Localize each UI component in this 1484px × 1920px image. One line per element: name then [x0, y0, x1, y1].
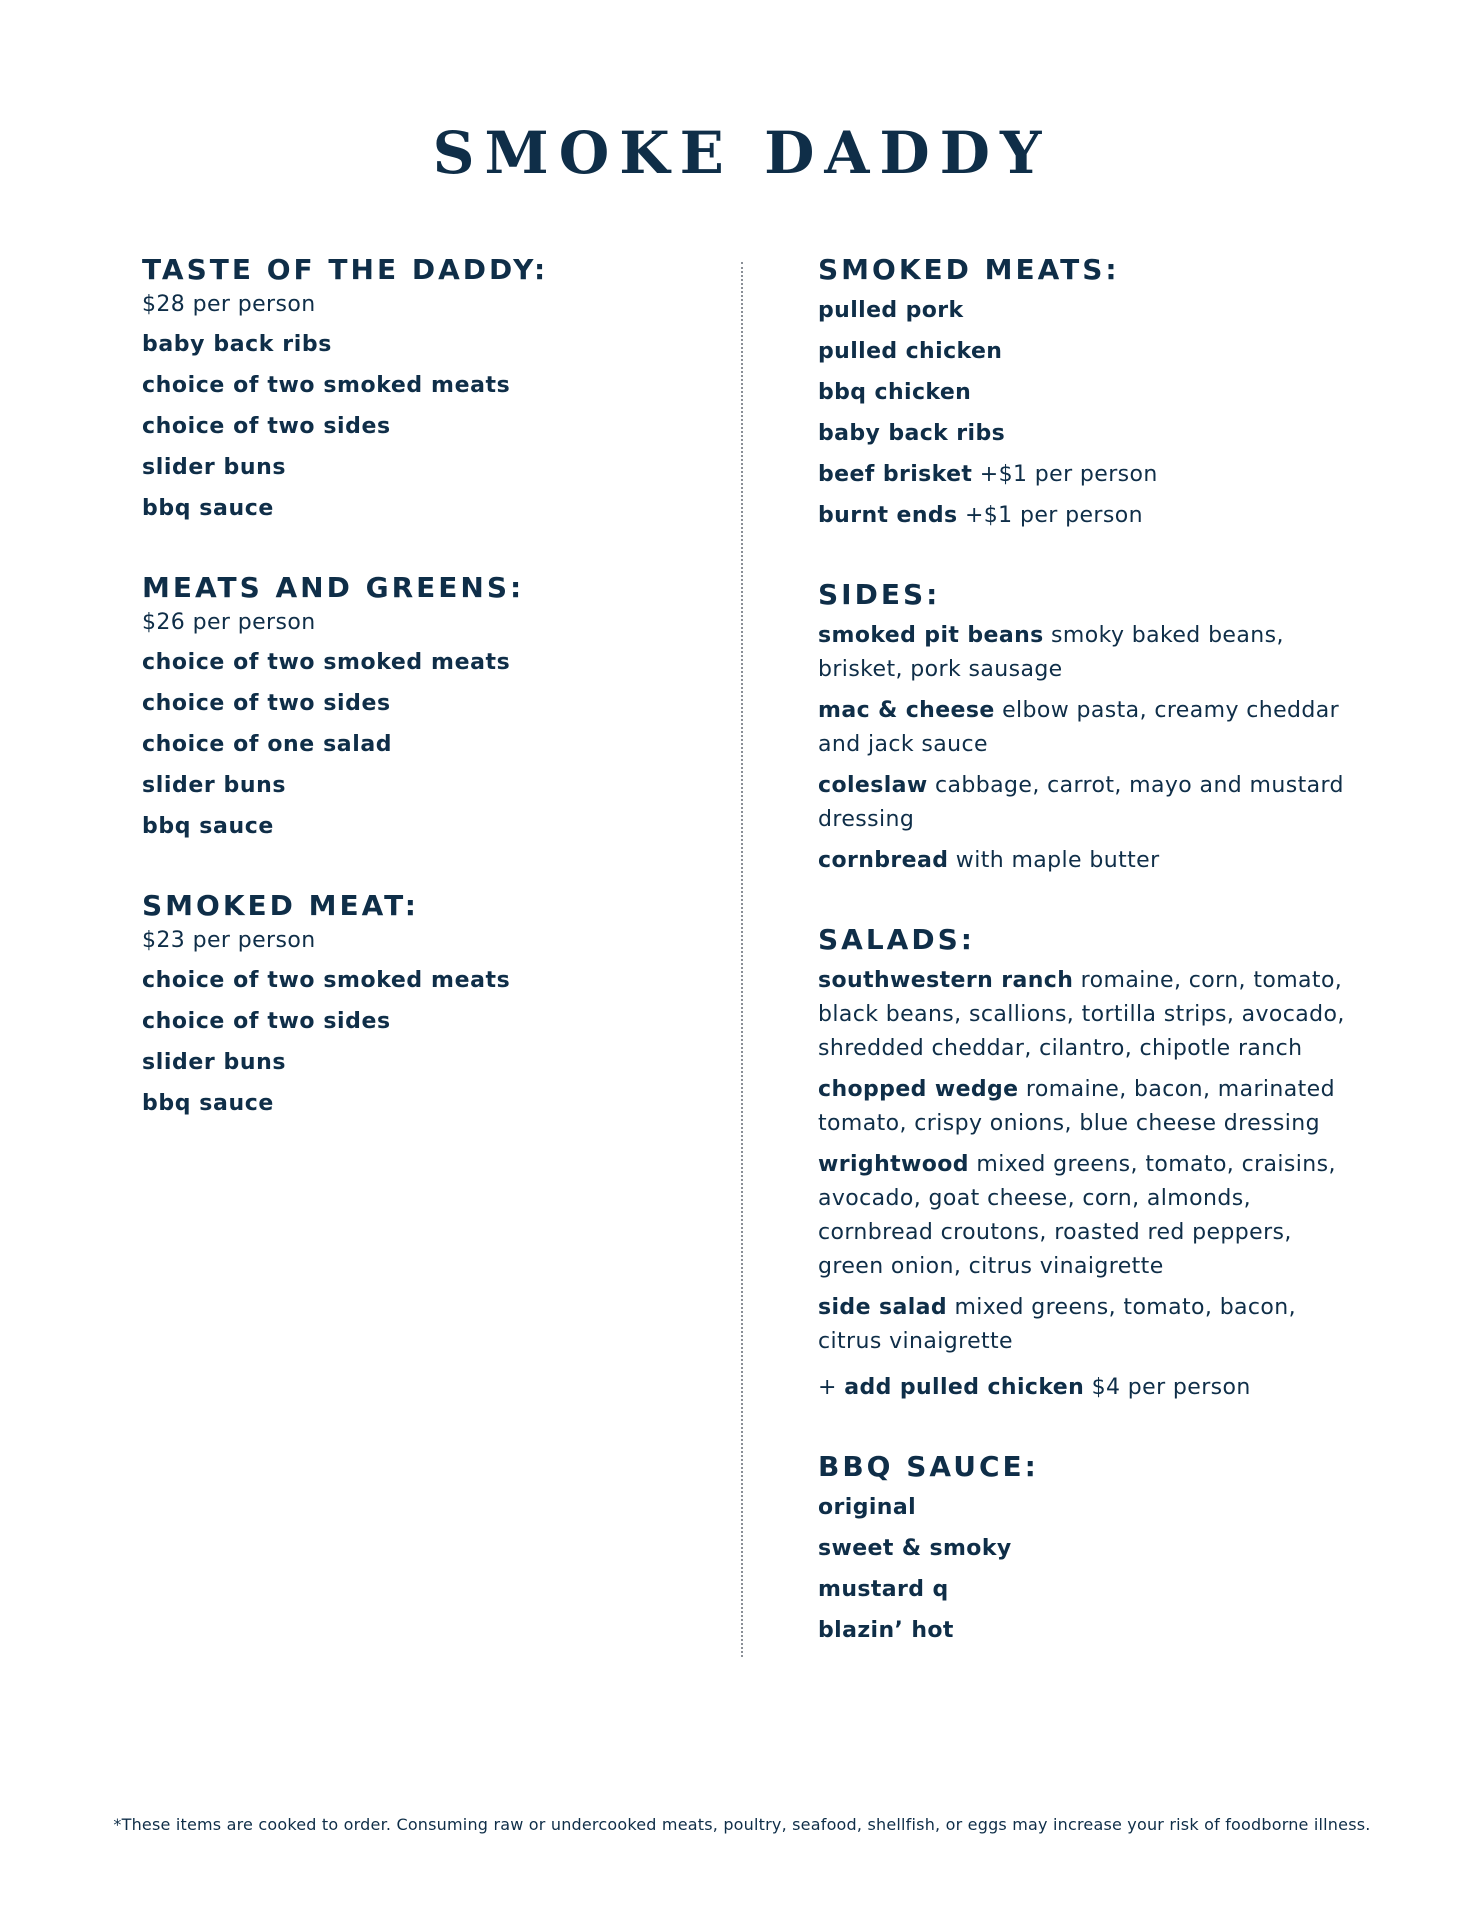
footer-disclaimer: *These items are cooked to order. Consuming raw or undercooked meats, poultry, seafood, shellfish, or eggs may increase your risk of foodborne illness. — [113, 1815, 1371, 1834]
item-price: +$1 per person — [979, 462, 1158, 487]
item-description: romaine, bacon, marinated tomato, crispy onions, blue cheese dressing — [818, 1077, 1335, 1136]
list-item — [818, 1073, 1358, 1141]
item-name: bbq chicken — [818, 380, 972, 405]
list-item — [818, 1291, 1358, 1359]
menu-section-meats-and-greens — [142, 570, 702, 844]
item-name: burnt ends — [818, 503, 958, 528]
list-item: bbq sauce — [142, 496, 274, 521]
menu-section-smoked-meat — [142, 888, 702, 1121]
list-item — [818, 769, 1358, 837]
item-name: southwestern ranch — [818, 968, 1074, 993]
list-item — [818, 499, 1358, 533]
item-name: original — [818, 1495, 917, 1520]
list-item — [818, 1614, 1358, 1648]
item-description: elbow pasta, creamy cheddar and jack sauce — [818, 698, 1340, 757]
list-item — [818, 1532, 1358, 1566]
section-title: SMOKED MEAT: — [142, 889, 419, 922]
list-item: choice of two sides — [142, 414, 391, 439]
list-item: choice of two sides — [142, 691, 391, 716]
item-price: +$1 per person — [964, 503, 1143, 528]
list-item — [818, 619, 1358, 687]
item-description: smoky baked beans, brisket, pork sausage — [818, 623, 1284, 682]
list-item: baby back ribs — [142, 332, 332, 357]
list-item: bbq sauce — [142, 1091, 274, 1116]
section-price: $23 per person — [142, 928, 316, 953]
list-item — [818, 294, 1358, 328]
left-column — [142, 252, 702, 1165]
list-item: slider buns — [142, 773, 287, 798]
list-item — [818, 694, 1358, 762]
item-name: beef brisket — [818, 462, 973, 487]
item-name: add pulled chicken — [844, 1375, 1085, 1400]
section-title: TASTE OF THE DADDY: — [142, 253, 549, 286]
item-name: sweet & smoky — [818, 1536, 1012, 1561]
list-item — [818, 376, 1358, 410]
item-name: smoked pit beans — [818, 623, 1044, 648]
item-price: $4 per person — [1091, 1375, 1251, 1400]
item-name: pulled chicken — [818, 339, 1003, 364]
menu-section-smoked-meats — [818, 252, 1358, 533]
column-divider — [741, 262, 743, 1657]
item-name: coleslaw — [818, 773, 928, 798]
section-price: $28 per person — [142, 292, 316, 317]
list-item — [818, 1148, 1358, 1284]
item-description: with maple butter — [955, 848, 1160, 873]
list-item — [818, 335, 1358, 369]
section-title: BBQ SAUCE: — [818, 1450, 1039, 1483]
list-item — [818, 417, 1358, 451]
section-title: SMOKED MEATS: — [818, 253, 1120, 286]
item-name: mustard q — [818, 1577, 949, 1602]
list-item — [818, 964, 1358, 1066]
item-description: mixed greens, tomato, bacon, citrus vinaigrette — [818, 1295, 1297, 1354]
item-name: side salad — [818, 1295, 948, 1320]
menu-section-bbq-sauce — [818, 1449, 1358, 1648]
item-name: blazin’ hot — [818, 1618, 954, 1643]
section-price: $26 per person — [142, 610, 316, 635]
list-item: slider buns — [142, 455, 287, 480]
item-name: cornbread — [818, 848, 949, 873]
addon-item — [818, 1371, 1358, 1405]
list-item: slider buns — [142, 1050, 287, 1075]
menu-section-sides — [818, 577, 1358, 878]
list-item: bbq sauce — [142, 814, 274, 839]
list-item — [818, 458, 1358, 492]
list-item: choice of one salad — [142, 732, 393, 757]
list-item: choice of two sides — [142, 1009, 391, 1034]
item-name: chopped wedge — [818, 1077, 1019, 1102]
list-item: choice of two smoked meats — [142, 373, 511, 398]
menu-section-taste-of-the-daddy — [142, 252, 702, 526]
list-item — [818, 1491, 1358, 1525]
list-item: choice of two smoked meats — [142, 650, 511, 675]
item-name: pulled pork — [818, 298, 964, 323]
menu-section-salads — [818, 922, 1358, 1405]
item-name: baby back ribs — [818, 421, 1006, 446]
item-description: romaine, corn, tomato, black beans, scallions, tortilla strips, avocado, shredded cheddar, cilantro, chipotle ranch — [818, 968, 1345, 1061]
section-title: SALADS: — [818, 923, 975, 956]
list-item — [818, 1573, 1358, 1607]
list-item: choice of two smoked meats — [142, 968, 511, 993]
page-title: SMOKE DADDY — [432, 119, 1052, 187]
list-item — [818, 844, 1358, 878]
addon-prefix: + — [818, 1375, 845, 1400]
right-column — [818, 252, 1358, 1692]
section-title: MEATS AND GREENS: — [142, 571, 525, 604]
item-name: wrightwood — [818, 1152, 969, 1177]
item-description: cabbage, carrot, mayo and mustard dressing — [818, 773, 1344, 832]
item-name: mac & cheese — [818, 698, 995, 723]
item-description: mixed greens, tomato, craisins, avocado, goat cheese, corn, almonds, cornbread croutons, roasted red peppers, green onion, citrus vinaigrette — [818, 1152, 1336, 1279]
section-title: SIDES: — [818, 578, 941, 611]
